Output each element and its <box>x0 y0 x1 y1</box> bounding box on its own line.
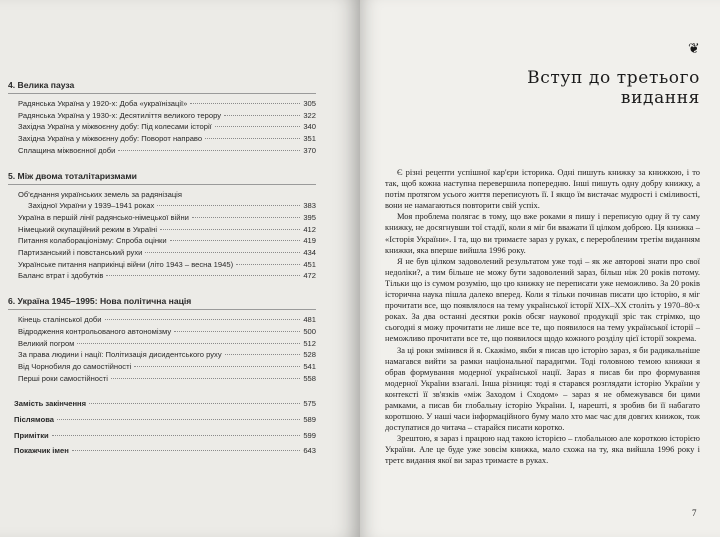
toc-entry-title: Західна Україна у міжвоєнну добу: Поворот направо <box>18 134 203 144</box>
toc-page-number: 512 <box>303 338 316 348</box>
paragraph: Я не був цілком задоволений результатом уже тоді – як же авторові знати про свої недоліки?, а тим більше не можу бути задоволений зараз, більш ніж 20 років потому. Тільки що із сумом розумію, що цю книжку не переписати уже неможливо. За 20 років історична наука пішла далеко вперед. Коли я тільки починав писати цю історію, я міг прочитати все, що появлялося на тему української історії XIX–XX століть у 1970–80-х роках. За два останні десятки років обсяг наукової продукції зріс так стрімко, що сьогодні я можу прочитати не лише все те, що появилося на тему української історії – неможливо прочитати все те, що появилося щодо кожного розділу цієї історії зокрема. <box>385 255 700 344</box>
paragraph: За ці роки змінився й я. Скажімо, якби я писав цю історію зараз, я би радикальніше намагався вийти за рамки національної парадигми. Тоді головною темою книжки я обрав формування модерної української нації. Зараз я писав би про формування модерної України взагалі. Інша різниця: тоді я старався розглядати історію України у контексті її зв'язків «між Заходом і Сходом» – зараз я не обмежувався би цими рамками, а писав би глобальну історію України. І, нарешті, я зробив би її набагато коротшою. У наші часи інформаційного буму мало хто має час для довгих книжок, тож доступатися до читача – старайся писати коротко. <box>385 344 700 433</box>
toc-entry <box>8 349 316 361</box>
toc-page-number: 541 <box>303 361 316 371</box>
dot-leader <box>174 331 300 332</box>
toc-page-number: 351 <box>303 134 316 144</box>
chapter-title: Вступ до третього видання <box>527 68 700 108</box>
toc-page-number: 500 <box>303 326 316 336</box>
toc-entry <box>8 270 316 282</box>
dot-leader <box>160 229 300 230</box>
table-of-contents <box>8 80 316 461</box>
dot-leader <box>190 103 300 104</box>
page-number: 7 <box>692 508 697 518</box>
toc-entry-title: Післямова <box>14 415 54 425</box>
toc-entry-title: Західної України у 1939–1941 роках <box>28 201 155 211</box>
toc-entry <box>8 361 316 373</box>
toc-entry-title: Кінець сталінської доби <box>18 315 102 325</box>
dot-leader <box>105 319 301 320</box>
toc-page-number: 383 <box>303 201 316 211</box>
paragraph: Є різні рецепти успішної кар'єри історика. Одні пишуть книжку за книжкою, і то так, щоб кожна наступна перевершила попередню. Інші пишуть одну добру книжку, а потім протягом усього життя переписують її. І якщо їм вистачає мудрості і сміливості, вони не намагаються повторити свій успіх. <box>385 167 700 211</box>
toc-entry-title: Від Чорнобиля до самостійності <box>18 361 132 371</box>
ornament-icon: ❦ <box>688 40 700 56</box>
toc-section-title: 4. Велика пауза <box>8 80 316 94</box>
toc-entry <box>8 326 316 338</box>
toc-page-number: 305 <box>303 99 316 108</box>
toc-entry-title: Примітки <box>14 430 49 440</box>
dot-leader <box>170 240 301 241</box>
dot-leader <box>205 138 300 139</box>
dot-leader <box>134 366 300 367</box>
body-text <box>385 167 700 467</box>
toc-entry-title: Відродження контрольованого автономізму <box>18 326 172 336</box>
toc-page-number: 472 <box>303 271 316 281</box>
toc-section <box>8 171 316 283</box>
right-page <box>360 0 720 537</box>
dot-leader <box>52 435 301 436</box>
toc-entry-title: Українське питання наприкінці війни (літо 1943 – весна 1945) <box>18 259 234 269</box>
toc-section-title: 6. Україна 1945–1995: Нова політична нація <box>8 296 316 310</box>
toc-entry-title: Радянська Україна у 1930-х: Десятиліття великого терору <box>18 110 222 120</box>
toc-back-matter <box>8 398 316 457</box>
toc-entry <box>8 145 316 157</box>
toc-entry <box>8 212 316 224</box>
toc-entry <box>8 189 316 201</box>
toc-entry <box>8 224 316 236</box>
paragraph: Зрештою, я зараз і працюю над такою історією – глобальною але короткою історією України. Але це буде уже зовсім книжка, мало схожа на ту, яка вийшла 1996 року і третє видання якої ви зараз тримаєте в руках. <box>385 433 700 466</box>
toc-entry-title: Сплащина міжвоєнної доби <box>18 145 116 155</box>
dot-leader <box>106 275 300 276</box>
toc-page-number: 419 <box>303 236 316 246</box>
toc-entry <box>8 314 316 326</box>
toc-entry <box>8 414 316 426</box>
toc-entry-title: Питання колабораціонізму: Спроба оцінки <box>18 236 167 246</box>
toc-entry <box>8 398 316 410</box>
toc-page-number: 370 <box>303 145 316 155</box>
toc-page-number: 589 <box>303 415 316 425</box>
toc-entry-title: Покажчик імен <box>14 446 69 456</box>
toc-page-number: 528 <box>303 350 316 360</box>
toc-entry-title: Західна Україна у міжвоєнну добу: Під колесами історії <box>18 122 212 132</box>
toc-section-title: 5. Між двома тоталітаризмами <box>8 171 316 185</box>
toc-entry <box>8 133 316 145</box>
toc-entry-title: За права людини і нації: Політизація дисидентського руху <box>18 350 222 360</box>
toc-entry <box>8 373 316 385</box>
toc-entry-title: Баланс втрат і здобутків <box>18 271 104 281</box>
dot-leader <box>89 403 300 404</box>
dot-leader <box>157 205 300 206</box>
toc-page-number: 643 <box>303 446 316 456</box>
toc-entry <box>8 259 316 271</box>
dot-leader <box>118 150 300 151</box>
toc-page-number: 340 <box>303 122 316 132</box>
dot-leader <box>192 217 300 218</box>
toc-entry <box>8 98 316 110</box>
toc-page-number: 451 <box>303 259 316 269</box>
toc-page-number: 412 <box>303 224 316 234</box>
toc-entry <box>8 235 316 247</box>
toc-entry <box>8 110 316 122</box>
toc-entry <box>8 445 316 457</box>
toc-page-number: 575 <box>303 399 316 409</box>
toc-entry <box>8 247 316 259</box>
dot-leader <box>77 343 300 344</box>
toc-entry <box>8 430 316 442</box>
toc-page-number: 481 <box>303 315 316 325</box>
toc-entry-title: Об'єднання українських земель за радянізація <box>18 189 182 199</box>
toc-section <box>8 296 316 384</box>
dot-leader <box>72 450 300 451</box>
toc-page-number: 558 <box>303 373 316 383</box>
toc-entry-title: Німецький окупаційний режим в Україні <box>18 224 158 234</box>
toc-entry-title: Радянська Україна у 1920-х: Доба «українізації» <box>18 99 188 108</box>
toc-entry-title: Партизанський і повстанський рухи <box>18 248 143 258</box>
toc-entry-title: Великий погром <box>18 338 75 348</box>
dot-leader <box>111 378 300 379</box>
toc-entry <box>8 121 316 133</box>
toc-page-number: 322 <box>303 110 316 120</box>
paragraph: Моя проблема полягає в тому, що вже роками я пишу і переписую одну й ту саму книжку, не досягнувши тої стадії, коли я міг би вважати її цілком доброю. Ця книжка – «Історія України». І та, що ви тримаєте зараз у руках, є переробленим третім виданням книжки, яка вперше вийшла 1996 року. <box>385 211 700 255</box>
toc-entry-title: Перші роки самостійності <box>18 373 108 383</box>
dot-leader <box>236 264 300 265</box>
dot-leader <box>215 126 301 127</box>
toc-page-number: 599 <box>303 430 316 440</box>
dot-leader <box>57 419 300 420</box>
toc-entry-title: Україна в першій лінії радянсько-німецької війни <box>18 212 189 222</box>
toc-page-number: 434 <box>303 248 316 258</box>
toc-entry <box>8 200 316 212</box>
toc-entry-title: Замість закінчення <box>14 399 87 409</box>
toc-section <box>8 80 316 157</box>
toc-entry <box>8 338 316 350</box>
dot-leader <box>224 115 300 116</box>
dot-leader <box>145 252 300 253</box>
toc-page-number: 395 <box>303 212 316 222</box>
dot-leader <box>225 354 301 355</box>
